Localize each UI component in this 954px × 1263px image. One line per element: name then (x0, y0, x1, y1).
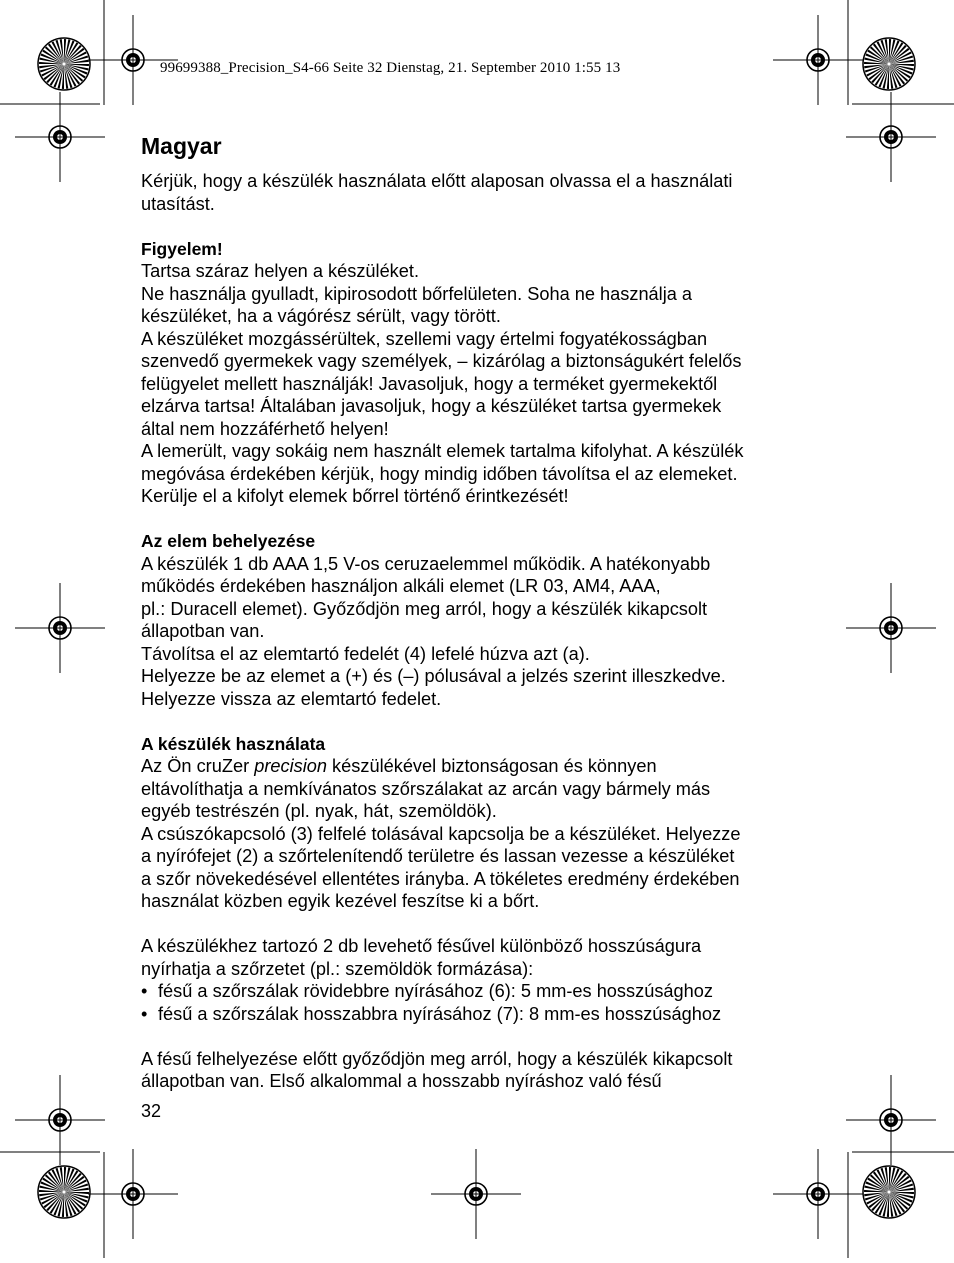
warning-line: szenvedő gyermekek vagy személyek, – kizárólag a biztonságukért felelős (141, 351, 742, 371)
usage-line: A csúszókapcsoló (3) felfelé tolásával kapcsolja be a készüléket. Helyezze (141, 823, 741, 844)
usage-text: Az Ön cruZer (141, 756, 255, 776)
page-number: 32 (141, 1101, 162, 1121)
warning-heading: Figyelem! (141, 238, 223, 259)
battery-heading: Az elem behelyezése (141, 531, 316, 551)
warning-line: A készüléket mozgássérültek, szellemi vagy értelmi fogyatékosságban (141, 328, 708, 349)
warning-line: A lemerült, vagy sokáig nem használt elemek tartalma kifolyhat. A készülék (141, 441, 744, 461)
battery-line: Helyezze be az elemet a (+) és (–) pólusával a jelzés szerint illeszkedve. (141, 666, 726, 686)
warning-line: által nem hozzáférhető helyen! (141, 418, 389, 439)
battery-line: pl.: Duracell elemet). Győződjön meg arról, hogy a készülék kikapcsolt (141, 598, 708, 619)
product-name: precision (254, 756, 327, 776)
usage-first-line (141, 755, 821, 778)
warning-line: megóvása érdekében kérjük, hogy mindig időben távolítsa el az elemeket. (141, 463, 738, 484)
warning-line: Tartsa száraz helyen a készüléket. (141, 261, 419, 281)
combs-line: nyírhatja a szőrzetet (pl.: szemöldök formázása): (141, 958, 534, 979)
usage-line: egyéb testrészén (pl. nyak, hát, szemöldök). (141, 801, 497, 821)
print-header-line: 99699388_Precision_S4-66 Seite 32 Dienstag, 21. September 2010 1:55 13 (160, 60, 621, 76)
battery-line: Helyezze vissza az elemtartó fedelet. (141, 688, 442, 709)
usage-text: készülékével biztonságosan és könnyen (327, 756, 657, 776)
final-line: állapotban van. Első alkalommal a hosszabb nyíráshoz való fésű (141, 1071, 662, 1091)
battery-line: Távolítsa el az elemtartó fedelét (4) lefelé húzva azt (a). (141, 643, 590, 664)
warning-line: felügyelet mellett használják! Javasoljuk, hogy a terméket gyermekektől (141, 373, 718, 394)
combs-line: A készülékhez tartozó 2 db levehető fésűvel különböző hosszúságura (141, 936, 702, 956)
usage-line: eltávolíthatja a nemkívánatos szőrszálakat az arcán vagy bármely más (141, 778, 711, 799)
usage-line: a nyírófejet (2) a szőrtelenítendő területre és lassan vezesse a készüléket (141, 846, 735, 866)
intro-line: utasítást. (141, 193, 215, 214)
intro-line: Kérjük, hogy a készülék használata előtt alaposan olvassa el a használati (141, 171, 733, 191)
usage-heading: A készülék használata (141, 733, 326, 754)
usage-line: a szőr növekedésével ellentétes irányba. A tökéletes eredmény érdekében (141, 868, 740, 889)
section-title: Magyar (141, 133, 222, 159)
warning-line: Ne használja gyulladt, kipirosodott bőrfelületen. Soha ne használja a (141, 283, 693, 304)
list-item: • fésű a szőrszálak rövidebbre nyírásához (6): 5 mm-es hosszúsághoz (141, 980, 821, 1003)
manual-section (141, 131, 821, 1093)
combs-list (141, 980, 821, 1025)
final-line: A fésű felhelyezése előtt győződjön meg arról, hogy a készülék kikapcsolt (141, 1048, 733, 1069)
warning-line: készüléket, ha a vágórész sérült, vagy törött. (141, 306, 501, 326)
battery-line: A készülék 1 db AAA 1,5 V-os ceruzaelemmel működik. A hatékonyabb (141, 553, 711, 574)
battery-line: állapotban van. (141, 621, 265, 641)
list-item: • fésű a szőrszálak hosszabbra nyírásához (7): 8 mm-es hosszúsághoz (141, 1003, 821, 1026)
warning-line: Kerülje el a kifolyt elemek bőrrel történő érintkezését! (141, 486, 569, 506)
warning-line: elzárva tartsa! Általában javasoljuk, hogy a készüléket tartsa gyermekek (141, 396, 722, 416)
battery-line: működés érdekében használjon alkáli elemet (LR 03, AM4, AAA, (141, 576, 661, 596)
usage-line: használat közben egyik kezével feszítse ki a bőrt. (141, 891, 540, 911)
